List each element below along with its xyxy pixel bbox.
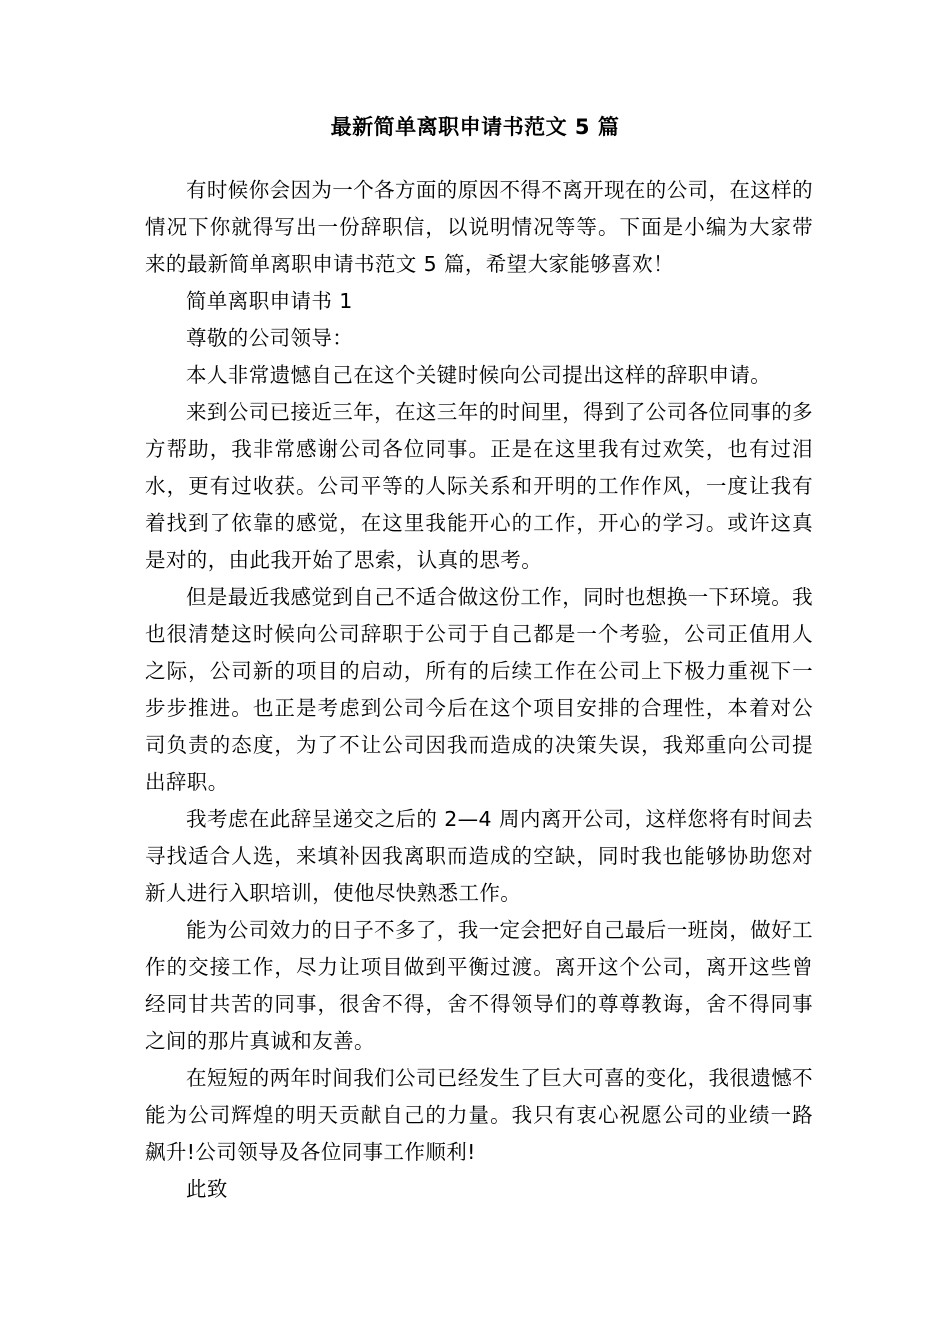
paragraph-intro: 有时候你会因为一个各方面的原因不得不离开现在的公司，在这样的情况下你就得写出一份辞职信，以说明情况等等。下面是小编为大家带来的最新简单离职申请书范文 5 篇，希望大家能够喜欢！ [145,178,813,276]
paragraph: 但是最近我感觉到自己不适合做这份工作，同时也想换一下环境。我也很清楚这时候向公司辞职于公司于自己都是一个考验，公司正值用人之际，公司新的项目的启动，所有的后续工作在公司上下极力重视下一步步推进。也正是考虑到公司今后在这个项目安排的合理性，本着对公司负责的态度，为了不让公司因我而造成的决策失误，我郑重向公司提出辞职。 [145,585,813,794]
paragraph: 本人非常遗憾自己在这个关键时候向公司提出这样的辞职申请。 [186,363,772,387]
document-title: 最新简单离职申请书范文 5 篇 [330,115,620,139]
closing: 此致 [186,1177,228,1201]
paragraph: 能为公司效力的日子不多了，我一定会把好自己最后一班岗，做好工作的交接工作，尽力让项目做到平衡过渡。离开这个公司，离开这些曾经同甘共苦的同事，很舍不得，舍不得领导们的尊尊教诲，舍不得同事之间的那片真诚和友善。 [145,918,813,1053]
paragraph: 在短短的两年时间我们公司已经发生了巨大可喜的变化，我很遗憾不能为公司辉煌的明天贡献自己的力量。我只有衷心祝愿公司的业绩一路飙升!公司领导及各位同事工作顺利! [145,1066,813,1164]
document-body [145,172,813,1208]
paragraph: 我考虑在此辞呈递交之后的 2—4 周内离开公司，这样您将有时间去寻找适合人选，来填补因我离职而造成的空缺，同时我也能够协助您对新人进行入职培训，使他尽快熟悉工作。 [145,807,813,905]
salutation: 尊敬的公司领导： [186,326,354,350]
section-heading: 简单离职申请书 1 [186,289,353,313]
paragraph: 来到公司已接近三年，在这三年的时间里，得到了公司各位同事的多方帮助，我非常感谢公司各位同事。正是在这里我有过欢笑，也有过泪水，更有过收获。公司平等的人际关系和开明的工作作风，一度让我有着找到了依靠的感觉，在这里我能开心的工作，开心的学习。或许这真是对的，由此我开始了思索，认真的思考。 [145,400,813,572]
